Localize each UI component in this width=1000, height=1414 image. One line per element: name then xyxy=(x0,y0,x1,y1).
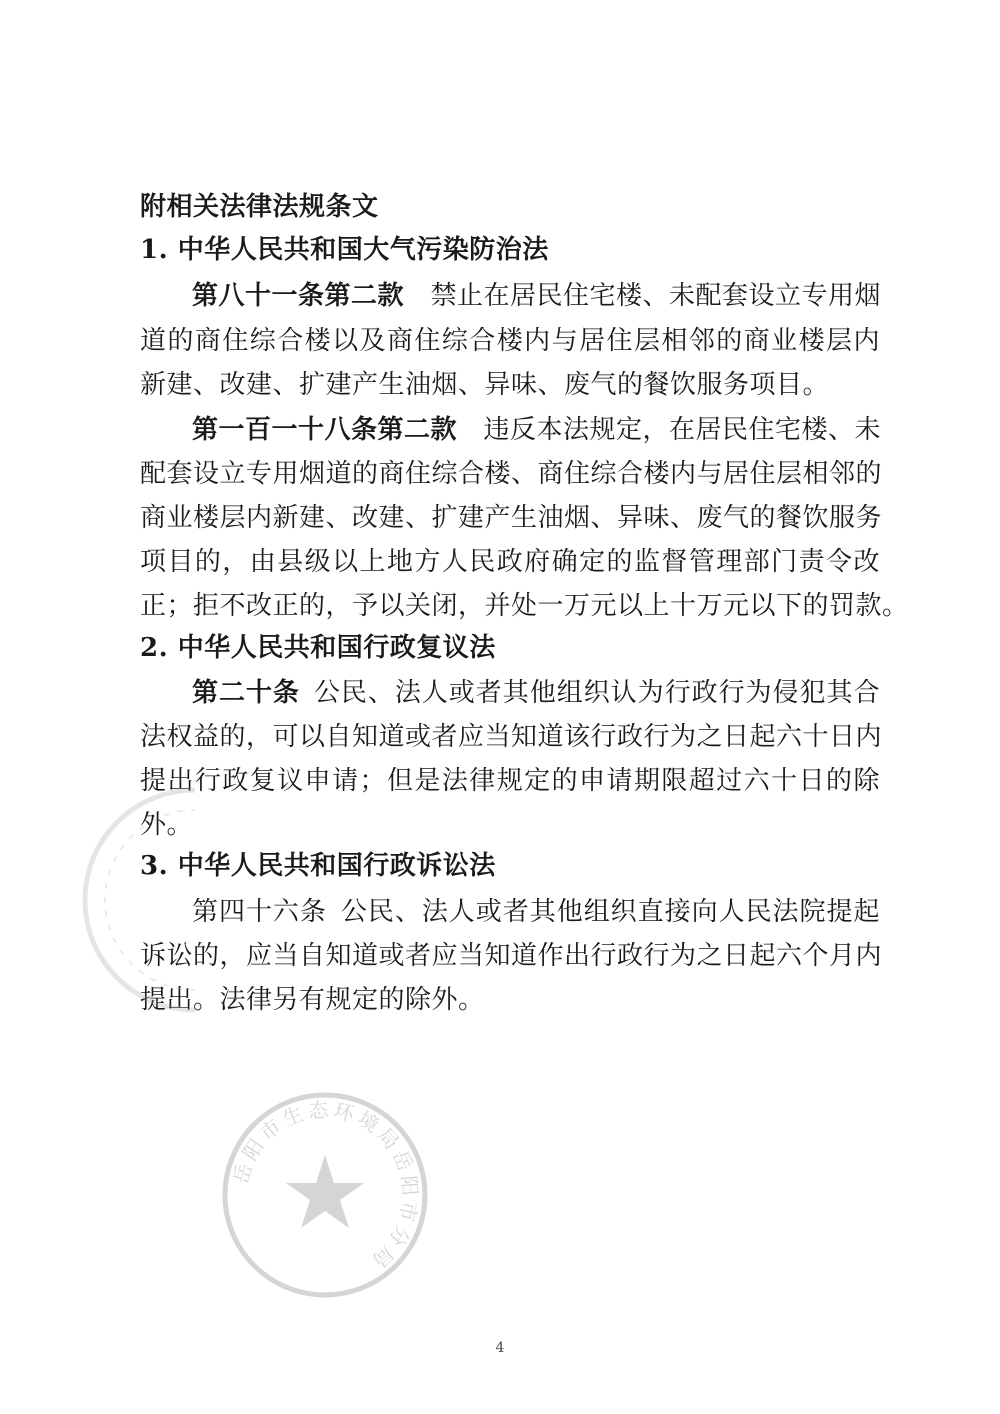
article-label: 第四十六条 xyxy=(192,897,327,927)
paragraph-line: 法权益的，可以自知道或者应当知道该行政行为之日起六十日内 xyxy=(140,722,883,752)
paragraph-line: 正；拒不改正的，予以关闭，并处一万元以上十万元以下的罚款。 xyxy=(140,591,909,621)
paragraph-text: 公民、法人或者其他组织认为行政行为侵犯其合 xyxy=(313,678,880,708)
paragraph-line: 配套设立专用烟道的商住综合楼、商住综合楼内与居住层相邻的 xyxy=(140,459,883,489)
paragraph-line: 提出行政复议申请；但是法律规定的申请期限超过六十日的除 xyxy=(140,766,880,796)
paragraph-text: 公民、法人或者其他组织直接向人民法院提起 xyxy=(340,897,880,927)
paragraph-line: 商业楼层内新建、改建、扩建产生油烟、异味、废气的餐饮服务 xyxy=(140,503,883,533)
seal-text: 岳阳市生态环境局岳阳市分局 xyxy=(228,1097,423,1276)
paragraph-line xyxy=(192,283,880,309)
paragraph-line: 外。 xyxy=(140,810,194,840)
article-label: 第一百一十八条第二款 xyxy=(192,415,458,445)
paragraph-text: 禁止在居民住宅楼、未配套设立专用烟 xyxy=(430,281,882,311)
document-title: 附相关法律法规条文 xyxy=(140,192,379,222)
section-heading-3: 3. 中华人民共和国行政诉讼法 xyxy=(140,851,496,881)
section-heading-1: 1. 中华人民共和国大气污染防治法 xyxy=(140,235,549,265)
paragraph-line: 提出。法律另有规定的除外。 xyxy=(140,985,485,1015)
paragraph-line: 新建、改建、扩建产生油烟、异味、废气的餐饮服务项目。 xyxy=(140,370,830,400)
article-label: 第八十一条第二款 xyxy=(192,281,405,311)
paragraph-line: 项目的，由县级以上地方人民政府确定的监督管理部门责令改 xyxy=(140,547,880,577)
paragraph-line: 诉讼的，应当自知道或者应当知道作出行政行为之日起六个月内 xyxy=(140,941,883,971)
paragraph-line xyxy=(192,899,880,925)
section-heading-2: 2. 中华人民共和国行政复议法 xyxy=(140,633,496,663)
paragraph-line xyxy=(192,680,880,706)
page-number: 4 xyxy=(495,1340,505,1356)
paragraph-text: 违反本法规定，在居民住宅楼、未 xyxy=(483,415,882,445)
article-label: 第二十条 xyxy=(192,678,300,708)
partial-seal-icon xyxy=(55,770,195,1030)
official-seal-icon xyxy=(215,1085,435,1305)
paragraph-line xyxy=(192,417,880,443)
paragraph-line: 道的商住综合楼以及商住综合楼内与居住层相邻的商业楼层内 xyxy=(140,326,880,356)
